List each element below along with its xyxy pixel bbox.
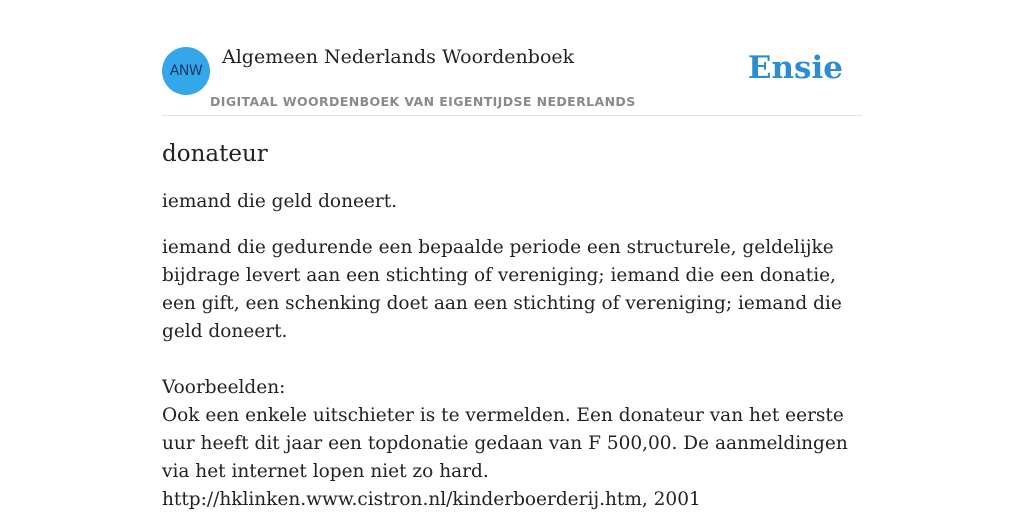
example-text: Ook een enkele uitschieter is te vermelden. Een donateur van het eerste uur heeft dit jaar een topdonatie gedaan van F 500,00. De aanmeldingen via het internet lopen niet zo hard. — [162, 405, 848, 482]
ensie-brand-logo[interactable]: Ensie — [747, 50, 843, 86]
anw-logo[interactable] — [162, 47, 210, 95]
site-subtitle: DIGITAAL WOORDENBOEK VAN EIGENTIJDSE NEDERLANDS — [210, 94, 636, 109]
site-header — [162, 0, 862, 116]
entry-content — [162, 138, 862, 512]
site-title[interactable]: Algemeen Nederlands Woordenboek — [222, 46, 575, 68]
long-definition: iemand die gedurende een bepaalde periode een structurele, geldelijke bijdrage levert aan een stichting of vereniging; iemand die een donatie, een gift, een schenking doet aan een stichting of vereniging; iemand die geld doneert. — [162, 237, 842, 342]
logo-text: ANW — [169, 63, 203, 79]
header-divider — [162, 115, 862, 116]
short-definition: iemand die geld doneert. — [162, 191, 398, 212]
examples-block — [162, 374, 862, 512]
entry-term: donateur — [162, 141, 268, 167]
example-source: http://hklinken.www.cistron.nl/kinderboerderij.htm, 2001 — [162, 489, 701, 510]
examples-label: Voorbeelden: — [162, 377, 286, 398]
